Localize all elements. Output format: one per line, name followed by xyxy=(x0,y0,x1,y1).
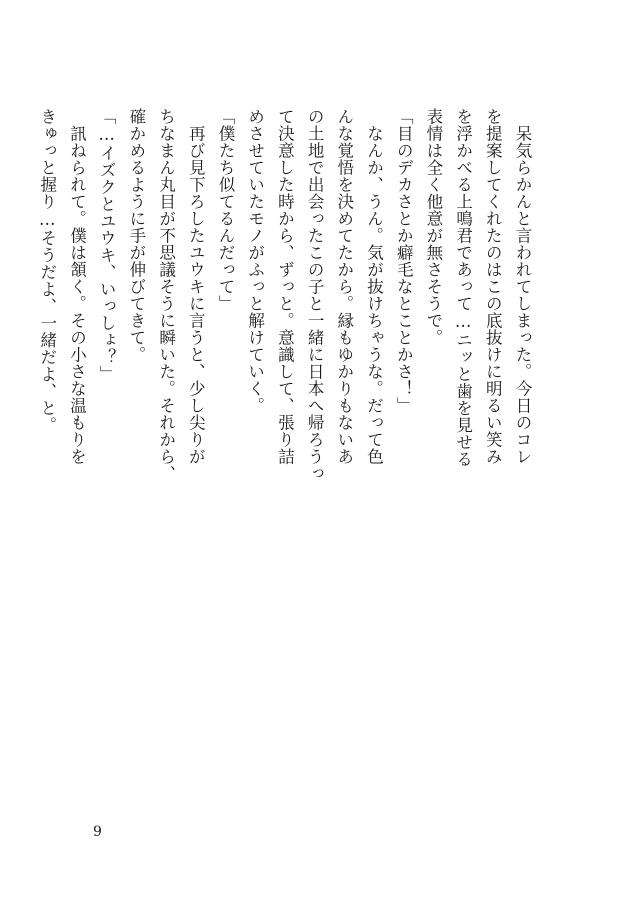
text-line: めさせていたモノがふっと解けていく。 xyxy=(245,108,265,414)
page-number: 9 xyxy=(93,824,102,840)
text-line: 「…イズクとユウキ、いっしょ？」 xyxy=(97,108,117,383)
text-line: 呆気らかんと言われてしまった。今日のコレ xyxy=(513,124,532,465)
text-line: を浮かべる上鳴君であって…ニッと歯を見せる xyxy=(453,108,473,468)
text-line: を提案してくれたのはこの底抜けに明るい笑み xyxy=(483,108,503,465)
text-line: 確かめるように手が伸びてきて。 xyxy=(126,108,146,363)
vertical-text-body xyxy=(32,108,537,482)
text-line: きゅっと握り…そうだよ、一緒だよ、と。 xyxy=(37,108,57,434)
text-line: 表情は全く他意が無さそうで。 xyxy=(423,108,443,346)
text-line: ちなまん丸目が不思議そうに瞬いた。それから、 xyxy=(156,108,176,482)
text-line: 「僕たち似てるんだって」 xyxy=(215,108,235,312)
text-line: 「目のデカさとか癖毛なとことかさ！」 xyxy=(394,108,414,414)
text-line: て決意した時から、ずっと。意識して、張り詰 xyxy=(275,108,295,465)
text-line: んな覚悟を決めてたから。縁もゆかりもないあ xyxy=(334,108,354,465)
text-line: 訊ねられて。僕は頷く。その小さな温もりを xyxy=(67,124,87,465)
text-line: の土地で出会ったこの子と一緒に日本へ帰ろうっ xyxy=(305,108,325,482)
text-line: 再び見下ろしたユウキに言うと、少し尖りが xyxy=(186,124,206,465)
text-line: なんか、うん。気が抜けちゃうな。だって色 xyxy=(364,124,384,465)
